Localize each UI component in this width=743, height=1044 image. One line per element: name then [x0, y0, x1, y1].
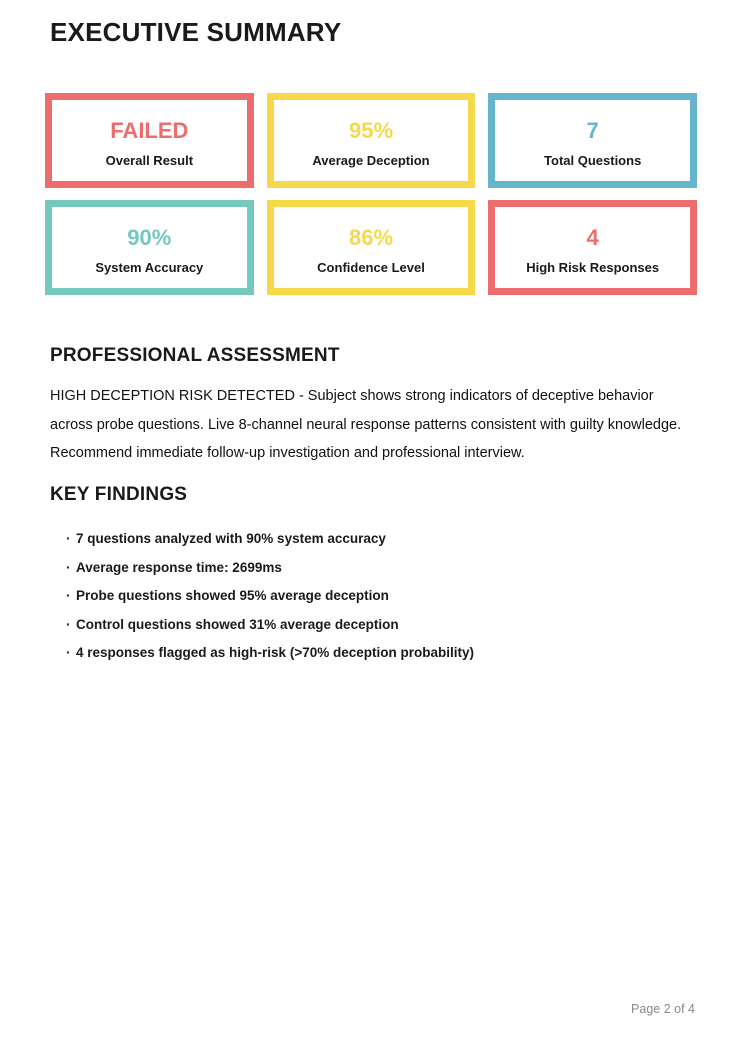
stat-label: Average Deception [312, 152, 430, 168]
stat-label: High Risk Responses [526, 259, 660, 275]
stat-cards-grid [45, 93, 697, 295]
stat-card-overall-result [45, 93, 254, 188]
assessment-body-text: HIGH DECEPTION RISK DETECTED - Subject shows strong indicators of deceptive behavior across probe questions. Live 8-channel neural response patterns consistent with guilty knowledge. Recommend immediate follow-up investigation and professional interview. [50, 388, 682, 461]
key-finding-item: · Average response time: 2699ms [50, 554, 696, 583]
key-findings-section [50, 484, 696, 668]
stat-label: Confidence Level [317, 259, 425, 275]
assessment-heading: PROFESSIONAL ASSESSMENT [50, 345, 340, 366]
stat-value: FAILED [110, 117, 189, 143]
stat-value: 90% [127, 224, 172, 250]
stat-label: System Accuracy [95, 259, 204, 275]
stat-value: 86% [348, 224, 394, 250]
key-findings-list [50, 525, 696, 668]
stat-card-average-deception [267, 93, 476, 188]
key-finding-item: · 7 questions analyzed with 90% system accuracy [50, 525, 696, 554]
stat-value: 95% [348, 117, 394, 143]
professional-assessment-section [50, 345, 696, 468]
key-finding-item: · Control questions showed 31% average deception [50, 611, 696, 640]
key-finding-item: · 4 responses flagged as high-risk (>70% deception probability) [50, 639, 696, 668]
key-findings-heading: KEY FINDINGS [50, 484, 188, 505]
stat-card-system-accuracy [45, 200, 254, 295]
stat-label: Total Questions [544, 152, 642, 168]
stat-value: 4 [586, 224, 599, 250]
page-number: Page 2 of 4 [631, 1002, 695, 1016]
stat-card-high-risk-responses [488, 200, 697, 295]
stat-card-confidence-level [267, 200, 476, 295]
stat-card-total-questions [488, 93, 697, 188]
key-finding-item: · Probe questions showed 95% average deception [50, 582, 696, 611]
stat-label: Overall Result [105, 152, 194, 168]
stat-value: 7 [586, 117, 599, 143]
page-title: EXECUTIVE SUMMARY [50, 17, 342, 47]
